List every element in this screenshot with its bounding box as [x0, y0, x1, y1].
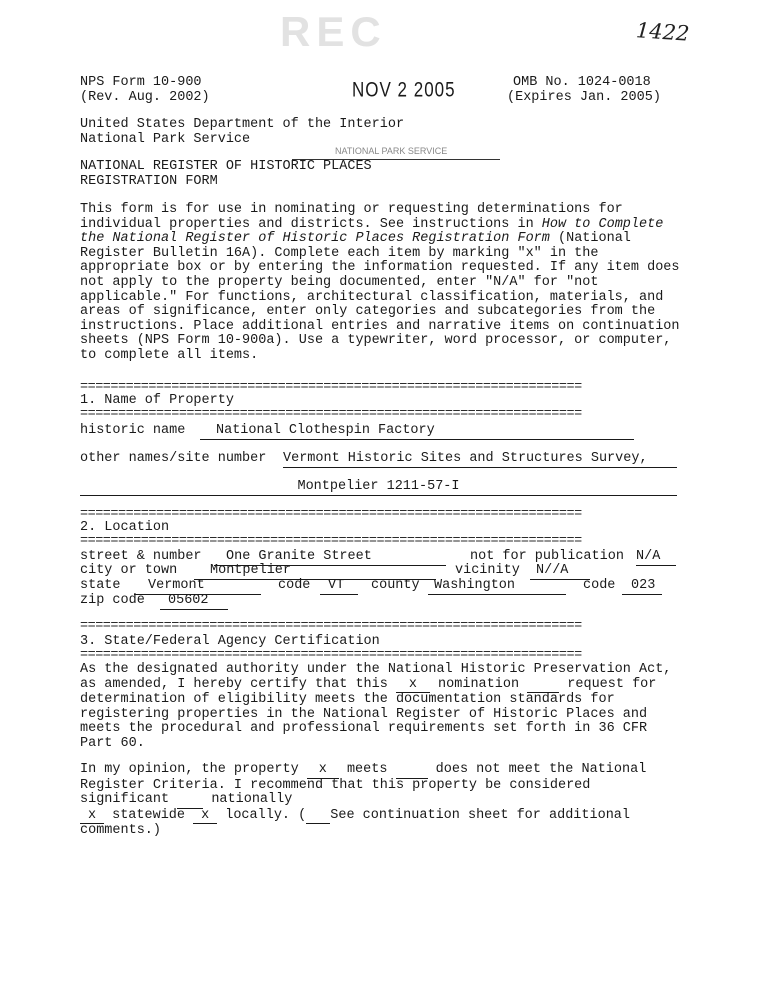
- request-mark[interactable]: [527, 678, 559, 694]
- received-stamp: REC: [280, 8, 387, 55]
- separator-line: ==================================================================: [80, 622, 582, 632]
- historic-name-field[interactable]: National Clothespin Factory: [200, 424, 634, 440]
- street-field[interactable]: One Granite Street: [214, 550, 446, 566]
- state-field[interactable]: Vermont: [134, 579, 261, 595]
- separator-line: ==================================================================: [80, 510, 582, 520]
- opinion-paragraph: In my opinion, the property x meets does not meet the National Register Criteria. I recommend that this property be considered significant nationally x statewide x locally. ( See continuation sheet for additional comments.): [80, 762, 647, 839]
- not-for-publication-field[interactable]: N/A: [636, 550, 676, 566]
- county-field[interactable]: Washington: [428, 579, 566, 595]
- statewide-mark[interactable]: x: [80, 809, 104, 825]
- separator-line: ==================================================================: [80, 651, 582, 661]
- historic-name-label: historic name: [80, 423, 186, 438]
- other-names-field[interactable]: Vermont Historic Sites and Structures Survey,: [283, 452, 677, 468]
- section-1-heading: 1. Name of Property: [80, 393, 234, 408]
- state-code-field[interactable]: VT: [320, 579, 358, 595]
- received-date: NOV 2 2005: [352, 77, 456, 102]
- agency-stamp-text: NATIONAL PARK SERVICE: [335, 146, 448, 156]
- locally-mark[interactable]: x: [193, 809, 217, 825]
- department-name: United States Department of the Interior: [80, 117, 405, 132]
- other-names-label: other names/site number: [80, 451, 267, 466]
- county-label: county: [371, 578, 420, 593]
- separator-line: ==================================================================: [80, 537, 582, 547]
- continuation-mark[interactable]: [306, 809, 330, 825]
- omb-number: OMB No. 1024-0018: [513, 75, 651, 90]
- street-label: street & number: [80, 549, 202, 564]
- section-2-heading: 2. Location: [80, 520, 170, 535]
- omb-expires: (Expires Jan. 2005): [507, 90, 661, 105]
- state-label: state: [80, 578, 121, 593]
- not-for-publication-label: not for publication: [470, 549, 624, 564]
- form-subtitle: REGISTRATION FORM: [80, 174, 218, 189]
- separator-line: ==================================================================: [80, 383, 582, 393]
- does-not-meet-mark[interactable]: [396, 763, 428, 779]
- meets-mark[interactable]: x: [307, 763, 339, 779]
- city-field[interactable]: Montpelier: [194, 564, 436, 580]
- instructions-title: How to Complete the National Register of Historic Places Registration Form: [80, 216, 664, 247]
- city-label: city or town: [80, 563, 178, 578]
- form-revision: (Rev. Aug. 2002): [80, 90, 210, 105]
- form-title: NATIONAL REGISTER OF HISTORIC PLACES: [80, 159, 372, 174]
- county-code-field[interactable]: 023: [622, 579, 662, 595]
- service-name: National Park Service: [80, 132, 251, 147]
- vicinity-label: vicinity: [455, 563, 520, 578]
- certification-paragraph: As the designated authority under the National Historic Preservation Act, as amended, I hereby certify that this x nomination request for determination of eligibility meets the documentation standards for registering properties in the National Register of Historic Places and meets the procedural and professional requirements set forth in 36 CFR Part 60.: [80, 662, 672, 751]
- form-number: NPS Form 10-900: [80, 75, 202, 90]
- separator-line: ==================================================================: [80, 410, 582, 420]
- vicinity-field[interactable]: N//A: [530, 564, 590, 580]
- county-code-label: code: [583, 578, 616, 593]
- handwritten-number: 1422: [635, 18, 691, 46]
- nomination-mark[interactable]: x: [396, 678, 430, 694]
- instructions-paragraph: This form is for use in nominating or requesting determinations for individual properties and districts. See instructions in How to Complete the National Register of Historic Places Registration Form (National Register Bulletin 16A). Complete each item by marking "x" in the appropriate box or by entering the information requested. If any item does not apply to the property being documented, enter "N/A" for "not applicable." For functions, architectural classification, materials, and areas of significance, enter only categories and subcategories from the instructions. Place additional entries and narrative items on continuation sheets (NPS Form 10-900a). Use a typewriter, word processor, or computer, to complete all items.: [80, 202, 680, 363]
- zip-label: zip code: [80, 593, 145, 608]
- nationally-mark[interactable]: [177, 793, 203, 809]
- other-names-field-cont[interactable]: Montpelier 1211-57-I: [80, 480, 677, 496]
- state-code-label: code: [278, 578, 311, 593]
- section-3-heading: 3. State/Federal Agency Certification: [80, 634, 380, 649]
- zip-field[interactable]: 05602: [160, 594, 228, 610]
